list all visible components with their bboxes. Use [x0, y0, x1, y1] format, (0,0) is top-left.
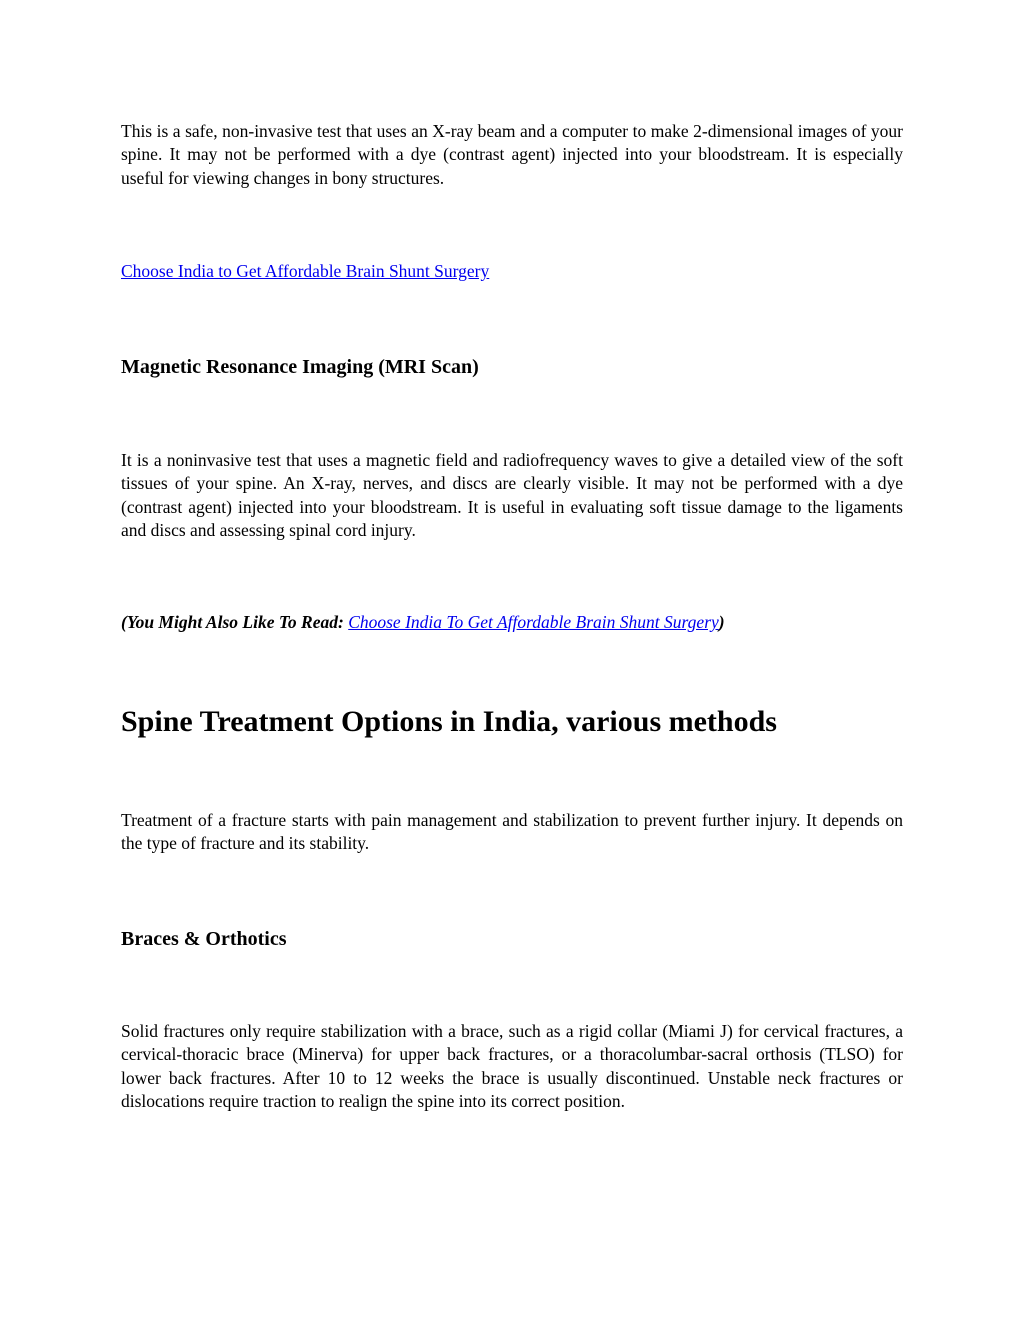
mri-paragraph: It is a noninvasive test that uses a magnetic field and radiofrequency waves to give a detailed view of the soft tissues of your spine. An X-ray, nerves, and discs are clearly visible. It may not be performed with a dye (contrast agent) injected into your bloodstream. It is useful in evaluating soft tissue damage to the ligaments and discs and assessing spinal cord injury. [121, 450, 903, 540]
braces-paragraph: Solid fractures only require stabilization with a brace, such as a rigid collar (Miami J) for cervical fractures, a cervical-thoracic brace (Minerva) for upper back fractures, or a thoracolumbar-sacral orthosis (TLSO) for lower back fractures. After 10 to 12 weeks the brace is usually discontinued. Unstable neck fractures or dislocations require traction to realign the spine into its correct position. [121, 1021, 903, 1111]
also-read-label: You Might Also Like To Read: [126, 612, 349, 632]
treatment-heading: Spine Treatment Options in India, various methods [121, 705, 777, 738]
also-read-open-paren: ( [121, 612, 127, 632]
link-paragraph [121, 260, 903, 283]
also-read-close-paren: ) [718, 612, 725, 632]
also-read-line [121, 611, 725, 634]
braces-heading: Braces & Orthotics [121, 928, 287, 950]
brain-shunt-surgery-link[interactable]: Choose India to Get Affordable Brain Shunt Surgery [121, 261, 490, 281]
treatment-paragraph: Treatment of a fracture starts with pain management and stabilization to prevent further injury. It depends on the type of fracture and its stability. [121, 810, 903, 854]
ct-scan-paragraph: This is a safe, non-invasive test that uses an X-ray beam and a computer to make 2-dimensional images of your spine. It may not be performed with a dye (contrast agent) injected into your bloodstream. It is especially useful for viewing changes in bony structures. [121, 121, 903, 188]
mri-heading: Magnetic Resonance Imaging (MRI Scan) [121, 356, 479, 378]
also-read-link[interactable]: Choose India To Get Affordable Brain Shunt Surgery [348, 612, 719, 632]
